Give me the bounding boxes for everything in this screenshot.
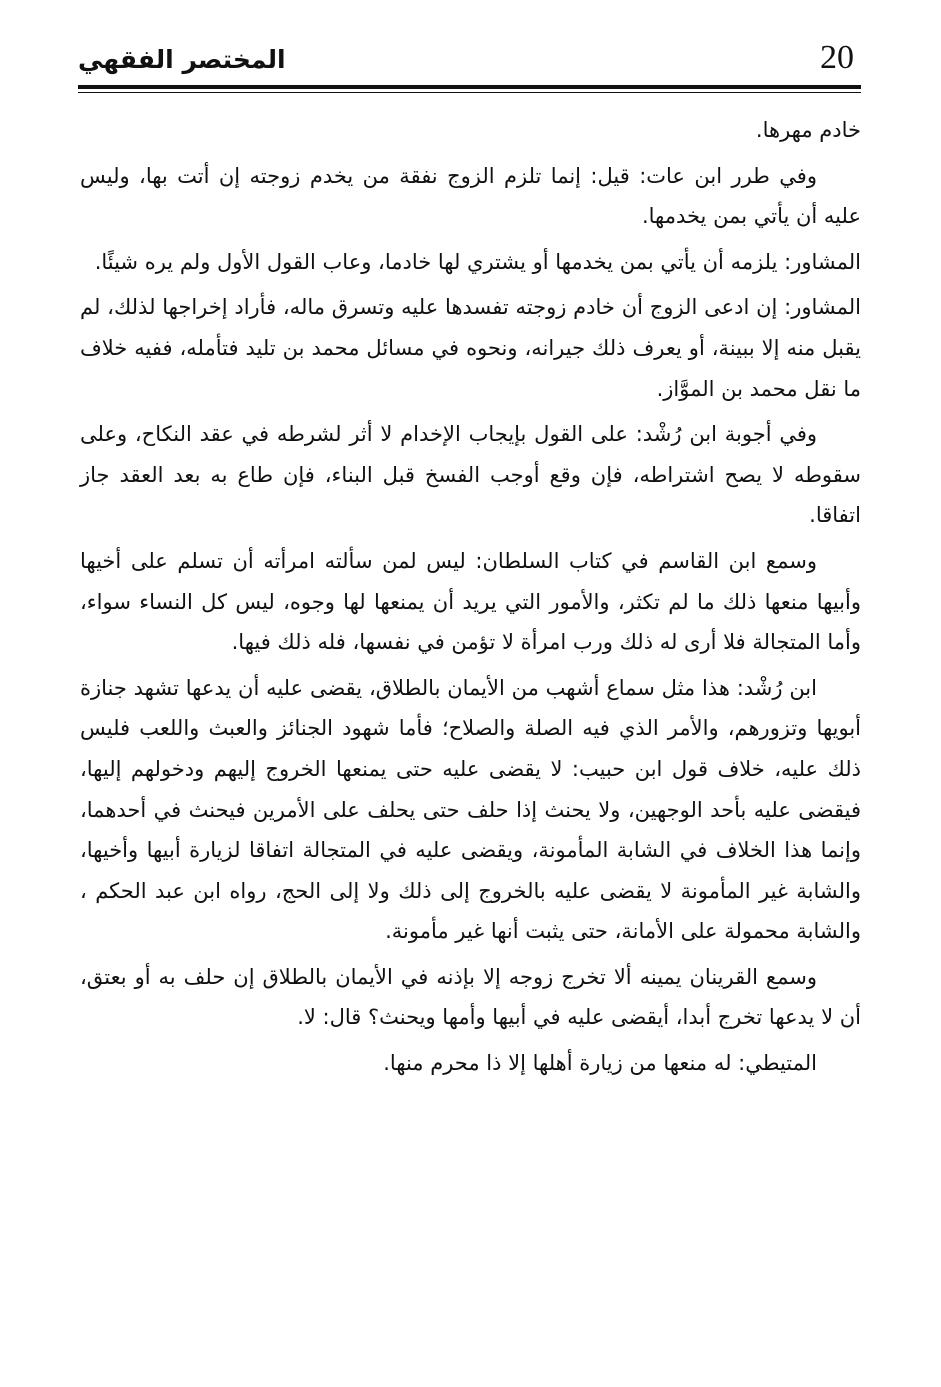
paragraph-8: وسمع القرينان يمينه ألا تخرج زوجه إلا بإذنه في الأيمان بالطلاق إن حلف به أو بعتق، أن لا يدعها تخرج أبدا، أيقضى عليه في أبيها وأمها ويحنث؟ قال: لا. [80, 964, 861, 1030]
paragraph-1: خادم مهرها. [755, 118, 861, 142]
paragraph-2: وفي طرر ابن عات: قيل: إنما تلزم الزوج نفقة من يخدم زوجته إن أتت بها، وليس عليه أن يأتي بمن يخدمها. [80, 163, 861, 229]
running-title: المختصر الفقهي [78, 45, 286, 74]
paragraph-3: المشاور: يلزمه أن يأتي بمن يخدمها أو يشتري لها خادما، وعاب القول الأول ولم يره شيئًا. [94, 249, 861, 274]
header-rule-thick [78, 85, 861, 89]
header-rule-thin [78, 92, 861, 93]
paragraph-6: وسمع ابن القاسم في كتاب السلطان: ليس لمن سألته امرأته أن تسلم على أخيها وأبيها منعها ذلك ما لم تكثر، والأمور التي يريد أن يمنعها لها وجوه، ليس كل النساء سواء، وأما المتجالة فلا أرى له ذلك ورب امرأة لا تؤمن في نفسها، فله ذلك فيها. [80, 548, 861, 655]
paragraph-5: وفي أجوبة ابن رُشْد: على القول بإيجاب الإخدام لا أثر لشرطه في عقد النكاح، وعلى سقوطه لا يصح اشتراطه، فإن وقع أوجب الفسخ قبل البناء، فإن طاع به بعد العقد جاز اتفاقا. [80, 422, 861, 528]
paragraph-7: ابن رُشْد: هذا مثل سماع أشهب من الأيمان بالطلاق، يقضى عليه أن يدعها تشهد جنازة أبويها وتزورهم، والأمر الذي فيه الصلة والصلاح؛ فأما شهود الجنائز والعبث واللعب فليس ذلك عليه، خلاف قول ابن حبيب: لا يقضى عليه حتى يمنعها الخروج إليهم ودخولهم إليها، فيقضى عليه بأحد الوجهين، ولا يحنث إذا حلف حتى يحلف على الأمرين فيحنث في أحدهما، وإنما هذا الخلاف في الشابة المأمونة، ويقضى عليه في المتجالة اتفاقا لزيارة أبيها وأخيها، والشابة غير المأمونة لا يقضى عليه بالخروج إلى ذلك ولا إلى الحج، رواه ابن عبد الحكم ، والشابة محمولة على الأمانة، حتى يثبت أنها غير مأمونة. [80, 675, 861, 944]
paragraph-9: المتيطي: له منعها من زيارة أهلها إلا ذا محرم منها. [383, 1051, 817, 1076]
page-header [78, 36, 861, 84]
page-number: 20 [820, 39, 854, 76]
paragraph-4: المشاور: إن ادعى الزوج أن خادم زوجته تفسدها عليه وتسرق ماله، فأراد إخراجها لذلك، لم يقبل منه إلا ببينة، أو يعرف ذلك جيرانه، ونحوه في مسائل محمد بن تليد فتأمله، ففيه خلاف ما نقل محمد بن الموَّاز. [80, 295, 861, 401]
body-text [80, 110, 861, 1089]
